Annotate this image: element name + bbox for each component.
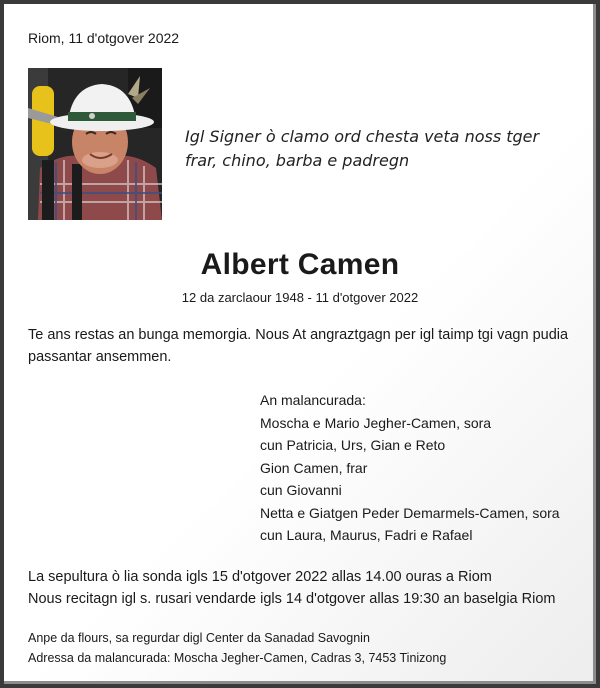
mourners-list (260, 389, 560, 547)
funeral-details (28, 566, 555, 610)
farewell-message: Te ans restas an bunga memorgia. Nous At angraztgagn per igl taimp tgi vagn pudia passantar ansemmen. (28, 327, 569, 365)
mourner-line: cun Giovanni (260, 482, 342, 498)
mourner-line: Moscha e Mario Jegher-Camen, sora (260, 414, 492, 431)
rosary-info: Nous recitagn igl s. rusari vendarde igls 14 d'otgover allas 19:30 an baselgia Riom (28, 591, 556, 607)
mourner-line: cun Laura, Maurus, Fadri e Rafael (260, 527, 473, 543)
place-date: Riom, 11 d'otgover 2022 (28, 30, 180, 46)
life-dates: 12 da zarclaour 1948 - 11 d'otgover 2022 (181, 290, 419, 305)
portrait-illustration (28, 68, 162, 220)
mourner-line: cun Patricia, Urs, Gian e Reto (260, 437, 446, 453)
donation-note: Anpe da flours, sa regurdar digl Center da Sanadad Savognin (28, 631, 370, 645)
mourners-heading: An malancurada: (260, 392, 366, 408)
deceased-name: Albert Camen (200, 248, 400, 281)
burial-info: La sepultura ò lia sonda igls 15 d'otgover 2022 allas 14.00 ouras a Riom (28, 569, 492, 585)
memorial-quote: Igl Signer ò clamo ord chesta veta noss tger frar, chino, barba e padregn (185, 127, 540, 170)
mourner-line: Netta e Giatgen Peder Demarmels-Camen, sora (260, 504, 560, 521)
portrait-photo (28, 68, 162, 220)
additional-notes (28, 628, 446, 668)
mourner-address: Adressa da malancurada: Moscha Jegher-Camen, Cadras 3, 7453 Tinizong (28, 651, 447, 665)
mourner-line: Gion Camen, frar (260, 459, 368, 476)
